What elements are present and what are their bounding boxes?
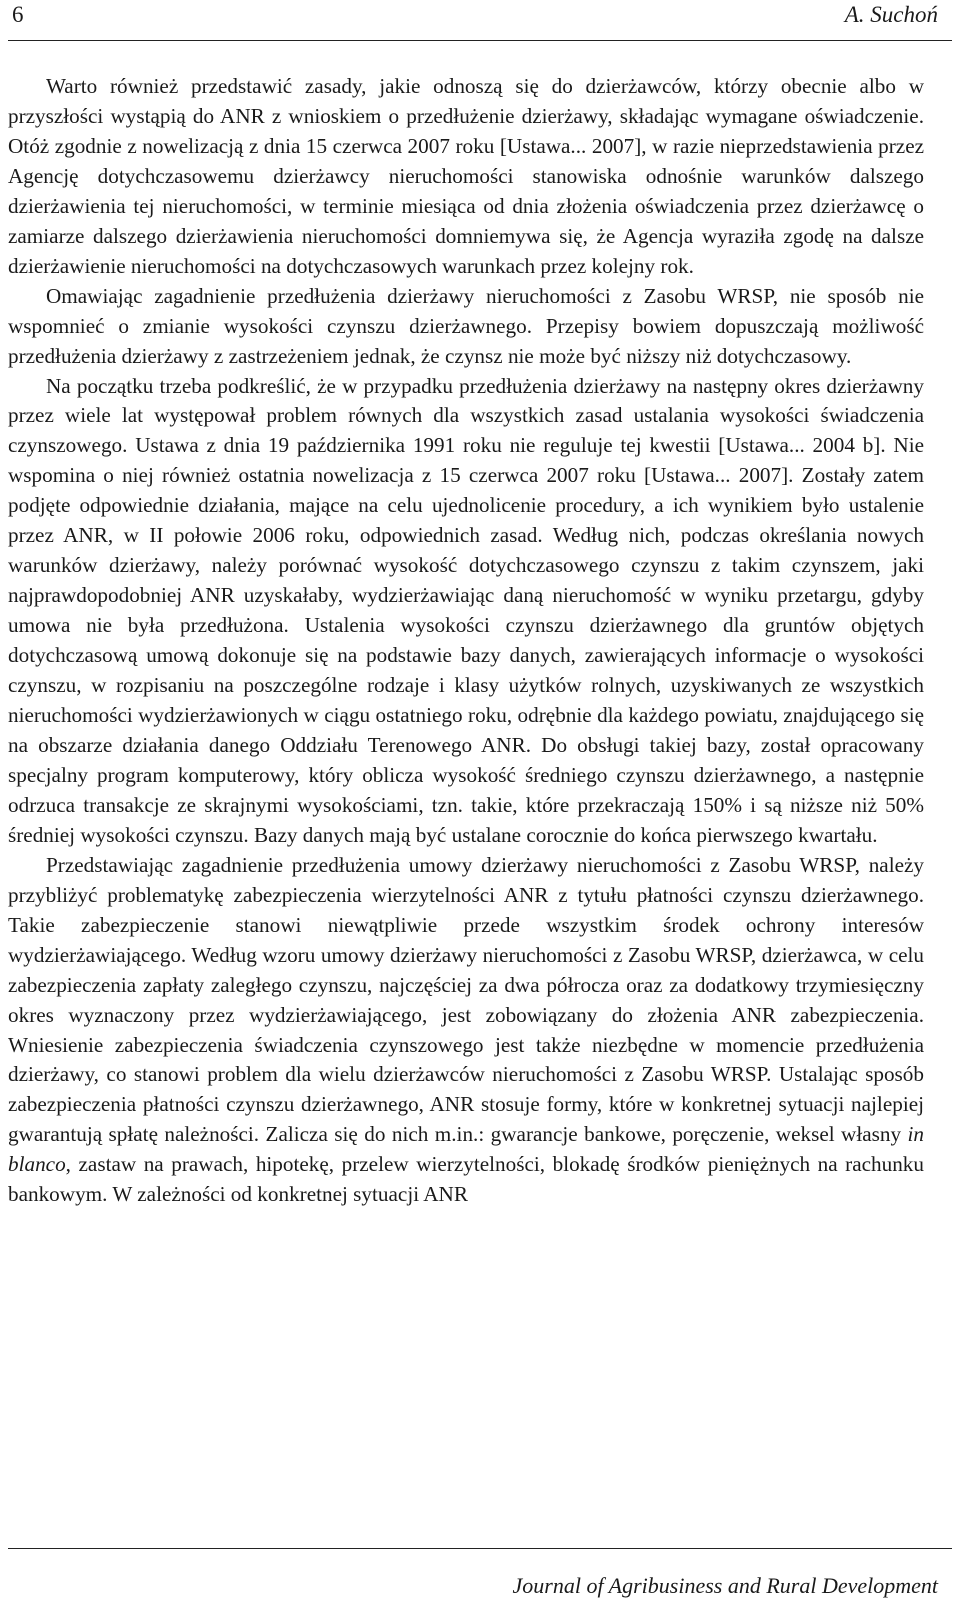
page-footer xyxy=(8,1548,952,1615)
page-number: 6 xyxy=(12,2,24,27)
paragraph-text-before-italic: Przedstawiając zagadnienie przedłużenia umowy dzierżawy nieruchomości z Zasobu WRSP, należy przybliżyć problematykę zabezpieczenia wierzytelności ANR z tytułu płatności czynszu dzierżawnego. Takie zabezpieczenie stanowi niewątpliwie przede wszystkim środek ochrony interesów wydzierżawiającego. Według wzoru umowy dzierżawy nieruchomości z Zasobu WRSP, dzierżawca, w celu zabezpieczenia zapłaty zaległego czynszu, najczęściej za dwa półrocza oraz za dodatkowy trzymiesięczny okres wyznaczony przez wydzierżawiającego, jest zobowiązany do złożenia ANR zabezpieczenia. Wniesienie zabezpieczenia świadczenia czynszowego jest także niezbędne w momencie przedłużenia dzierżawy, co stanowi problem dla wielu dzierżawców nieruchomości z Zasobu WRSP. Ustalając sposób zabezpieczenia płatności czynszu dzierżawnego, ANR stosuje formy, które w konkretnej sytuacji najlepiej gwarantują spłatę należności. Zalicza się do nich m.in.: gwarancje bankowe, poręczenie, weksel własny xyxy=(8,852,924,1147)
paragraph-rent-determination: Na początku trzeba podkreślić, że w przypadku przedłużenia dzierżawy na następny okres dzierżawny przez wiele lat występował problem równych dla wszystkich zasad ustalania wysokości świadczenia czynszowego. Ustawa z dnia 19 października 1991 roku nie reguluje tej kwestii [Ustawa... 2004 b]. Nie wspomina o niej również ostatnia nowelizacja z 15 czerwca 2007 roku [Ustawa... 2007]. Zostały zatem podjęte odpowiednie działania, mające na celu ujednolicenie procedury, a ich wynikiem było ustalenie przez ANR, w II połowie 2006 roku, odpowiednich zasad. Według nich, podczas określania nowych warunków dzierżawy, należy porównać wysokość dotychczasowego czynszu z takim czynszem, jaki najprawdopodobniej ANR uzyskałaby, wydzierżawiając daną nieruchomość w wyniku przetargu, gdyby umowa nie była przedłużona. Ustalenia wysokości czynszu dzierżawnego dla gruntów objętych dotychczasową umową dokonuje się na podstawie bazy danych, zawierających informacje o wysokości czynszu, w rozpisaniu na poszczególne rodzaje i klasy użytków rolnych, uzyskiwanych ze wszystkich nieruchomości wydzierżawionych w ciągu ostatniego roku, odrębnie dla każdego powiatu, znajdującego się na obszarze działania danego Oddziału Terenowego ANR. Do obsługi takiej bazy, został opracowany specjalny program komputerowy, który oblicza wysokość średniego czynszu dzierżawnego, a następnie odrzuca transakcje ze skrajnymi wysokościami, tzn. takie, które przekraczają 150% i są niższe niż 50% średniej wysokości czynszu. Bazy danych mają być ustalane corocznie do końca pierwszego kwartału. xyxy=(8,373,924,847)
journal-name: Journal of Agribusiness and Rural Development xyxy=(512,1573,938,1598)
paragraph-rent-security xyxy=(8,851,924,1210)
paragraph-renewal-rules: Warto również przedstawić zasady, jakie odnoszą się do dzierżawców, którzy obecnie albo w przyszłości wystąpią do ANR z wnioskiem o przedłużenie dzierżawy, składając wymagane oświadczenie. Otóż zgodnie z nowelizacją z dnia 15 czerwca 2007 roku [Ustawa... 2007], w razie nieprzedstawienia przez Agencję dotychczasowemu dzierżawcy nieruchomości stanowiska odnośnie warunków dalszego dzierżawienia tej nieruchomości, w terminie miesiąca od dnia złożenia oświadczenia przez dzierżawcę o zamiarze dalszego dzierżawienia nieruchomości domniemywa się, że Agencja wyraziła zgodę na dalsze dzierżawienie nieruchomości na dotychczasowych warunkach przez kolejny rok. xyxy=(8,74,924,278)
paragraph-text-after-italic: , zastaw na prawach, hipotekę, przelew wierzytelności, blokadę środków pieniężnych na rachunku bankowym. W zależności od konkretnej sytuacji ANR xyxy=(8,1152,924,1207)
article-body xyxy=(8,72,924,1210)
paragraph-rent-change: Omawiając zagadnienie przedłużenia dzierżawy nieruchomości z Zasobu WRSP, nie sposób nie wspomnieć o zmianie wysokości czynszu dzierżawnego. Przepisy bowiem dopuszczają możliwość przedłużenia dzierżawy z zastrzeżeniem jednak, że czynsz nie może być niższy niż dotychczasowy. xyxy=(8,283,924,368)
italic-term-in-blanco: in blanco xyxy=(8,1122,924,1177)
running-head-author: A. Suchoń xyxy=(844,2,938,27)
page-header xyxy=(8,0,952,41)
